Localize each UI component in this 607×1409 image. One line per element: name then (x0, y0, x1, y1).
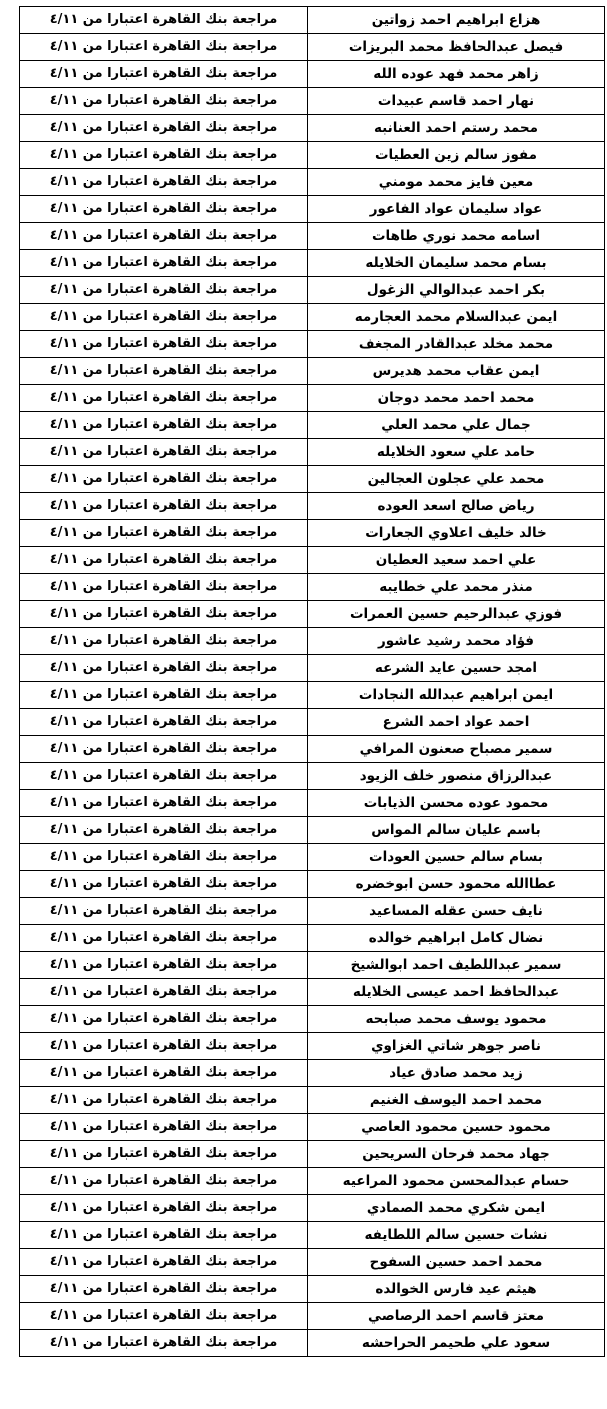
review-note-cell: مراجعة بنك القاهرة اعتبارا من ٤/١١ (20, 601, 308, 628)
table-row (20, 817, 605, 844)
table-row (20, 1276, 605, 1303)
person-name-cell: جمال علي محمد العلي (308, 412, 605, 439)
table-row (20, 250, 605, 277)
person-name-cell: زاهر محمد فهد عوده الله (308, 61, 605, 88)
person-name-cell: فؤاد محمد رشيد عاشور (308, 628, 605, 655)
person-name-cell: محمد علي عجلون العجالين (308, 466, 605, 493)
review-note-cell: مراجعة بنك القاهرة اعتبارا من ٤/١١ (20, 682, 308, 709)
table-row (20, 763, 605, 790)
table-row (20, 1033, 605, 1060)
review-note-cell: مراجعة بنك القاهرة اعتبارا من ٤/١١ (20, 466, 308, 493)
table-row (20, 844, 605, 871)
review-note-cell: مراجعة بنك القاهرة اعتبارا من ٤/١١ (20, 655, 308, 682)
review-note-cell: مراجعة بنك القاهرة اعتبارا من ٤/١١ (20, 1276, 308, 1303)
person-name-cell: نهار احمد قاسم عبيدات (308, 88, 605, 115)
review-note-cell: مراجعة بنك القاهرة اعتبارا من ٤/١١ (20, 520, 308, 547)
table-row (20, 223, 605, 250)
review-note-cell: مراجعة بنك القاهرة اعتبارا من ٤/١١ (20, 1195, 308, 1222)
person-name-cell: محمود عوده محسن الذيابات (308, 790, 605, 817)
review-note-cell: مراجعة بنك القاهرة اعتبارا من ٤/١١ (20, 844, 308, 871)
names-table (19, 6, 605, 1357)
review-note-cell: مراجعة بنك القاهرة اعتبارا من ٤/١١ (20, 1141, 308, 1168)
review-note-cell: مراجعة بنك القاهرة اعتبارا من ٤/١١ (20, 1006, 308, 1033)
person-name-cell: بسام محمد سليمان الخلايله (308, 250, 605, 277)
review-note-cell: مراجعة بنك القاهرة اعتبارا من ٤/١١ (20, 871, 308, 898)
person-name-cell: زيد محمد صادق عياد (308, 1060, 605, 1087)
person-name-cell: محمد احمد محمد دوجان (308, 385, 605, 412)
person-name-cell: نضال كامل ابراهيم خوالده (308, 925, 605, 952)
person-name-cell: منذر محمد علي خطايبه (308, 574, 605, 601)
person-name-cell: معتز قاسم احمد الرصاصي (308, 1303, 605, 1330)
person-name-cell: ايمن عبدالسلام محمد العجارمه (308, 304, 605, 331)
review-note-cell: مراجعة بنك القاهرة اعتبارا من ٤/١١ (20, 1114, 308, 1141)
table-row (20, 520, 605, 547)
person-name-cell: هزاع ابراهيم احمد زواتين (308, 7, 605, 34)
table-row (20, 790, 605, 817)
table-row (20, 1006, 605, 1033)
review-note-cell: مراجعة بنك القاهرة اعتبارا من ٤/١١ (20, 223, 308, 250)
review-note-cell: مراجعة بنك القاهرة اعتبارا من ٤/١١ (20, 358, 308, 385)
person-name-cell: ناصر جوهر شاتي الغزاوي (308, 1033, 605, 1060)
person-name-cell: عواد سليمان عواد الفاعور (308, 196, 605, 223)
person-name-cell: باسم عليان سالم المواس (308, 817, 605, 844)
table-row (20, 655, 605, 682)
review-note-cell: مراجعة بنك القاهرة اعتبارا من ٤/١١ (20, 952, 308, 979)
person-name-cell: فوزي عبدالرحيم حسين العمرات (308, 601, 605, 628)
names-table-body (20, 7, 605, 1357)
table-row (20, 925, 605, 952)
person-name-cell: هيثم عيد فارس الخوالده (308, 1276, 605, 1303)
review-note-cell: مراجعة بنك القاهرة اعتبارا من ٤/١١ (20, 1033, 308, 1060)
person-name-cell: اسامه محمد نوري طاهات (308, 223, 605, 250)
table-row (20, 493, 605, 520)
table-row (20, 439, 605, 466)
table-row (20, 115, 605, 142)
person-name-cell: حامد علي سعود الخلايله (308, 439, 605, 466)
review-note-cell: مراجعة بنك القاهرة اعتبارا من ٤/١١ (20, 736, 308, 763)
review-note-cell: مراجعة بنك القاهرة اعتبارا من ٤/١١ (20, 7, 308, 34)
table-row (20, 574, 605, 601)
person-name-cell: ايمن ابراهيم عبدالله النجادات (308, 682, 605, 709)
person-name-cell: ايمن شكري محمد الصمادي (308, 1195, 605, 1222)
table-row (20, 709, 605, 736)
review-note-cell: مراجعة بنك القاهرة اعتبارا من ٤/١١ (20, 385, 308, 412)
person-name-cell: محمود يوسف محمد صبابحه (308, 1006, 605, 1033)
person-name-cell: محمود حسين محمود العاصي (308, 1114, 605, 1141)
table-row (20, 34, 605, 61)
table-row (20, 142, 605, 169)
review-note-cell: مراجعة بنك القاهرة اعتبارا من ٤/١١ (20, 1060, 308, 1087)
review-note-cell: مراجعة بنك القاهرة اعتبارا من ٤/١١ (20, 1249, 308, 1276)
table-row (20, 1195, 605, 1222)
review-note-cell: مراجعة بنك القاهرة اعتبارا من ٤/١١ (20, 763, 308, 790)
review-note-cell: مراجعة بنك القاهرة اعتبارا من ٤/١١ (20, 142, 308, 169)
review-note-cell: مراجعة بنك القاهرة اعتبارا من ٤/١١ (20, 34, 308, 61)
person-name-cell: حسام عبدالمحسن محمود المراعيه (308, 1168, 605, 1195)
table-row (20, 7, 605, 34)
review-note-cell: مراجعة بنك القاهرة اعتبارا من ٤/١١ (20, 1222, 308, 1249)
table-row (20, 1303, 605, 1330)
review-note-cell: مراجعة بنك القاهرة اعتبارا من ٤/١١ (20, 61, 308, 88)
review-note-cell: مراجعة بنك القاهرة اعتبارا من ٤/١١ (20, 790, 308, 817)
person-name-cell: احمد عواد احمد الشرع (308, 709, 605, 736)
table-row (20, 331, 605, 358)
table-row (20, 979, 605, 1006)
table-row (20, 385, 605, 412)
person-name-cell: عبدالرزاق منصور خلف الزيود (308, 763, 605, 790)
review-note-cell: مراجعة بنك القاهرة اعتبارا من ٤/١١ (20, 574, 308, 601)
person-name-cell: بكر احمد عبدالوالي الزغول (308, 277, 605, 304)
person-name-cell: مفوز سالم زين العطيات (308, 142, 605, 169)
review-note-cell: مراجعة بنك القاهرة اعتبارا من ٤/١١ (20, 88, 308, 115)
person-name-cell: عبدالحافظ احمد عيسى الخلايله (308, 979, 605, 1006)
table-row (20, 277, 605, 304)
person-name-cell: سعود علي طحيمر الحراحشه (308, 1330, 605, 1357)
review-note-cell: مراجعة بنك القاهرة اعتبارا من ٤/١١ (20, 817, 308, 844)
review-note-cell: مراجعة بنك القاهرة اعتبارا من ٤/١١ (20, 115, 308, 142)
table-row (20, 196, 605, 223)
person-name-cell: عطاالله محمود حسن ابوخضره (308, 871, 605, 898)
review-note-cell: مراجعة بنك القاهرة اعتبارا من ٤/١١ (20, 1168, 308, 1195)
person-name-cell: ايمن عقاب محمد هديرس (308, 358, 605, 385)
review-note-cell: مراجعة بنك القاهرة اعتبارا من ٤/١١ (20, 250, 308, 277)
table-row (20, 601, 605, 628)
table-row (20, 898, 605, 925)
review-note-cell: مراجعة بنك القاهرة اعتبارا من ٤/١١ (20, 412, 308, 439)
person-name-cell: خالد خليف اعلاوي الجعارات (308, 520, 605, 547)
table-row (20, 169, 605, 196)
table-row (20, 61, 605, 88)
table-row (20, 466, 605, 493)
person-name-cell: جهاد محمد فرحان السريحين (308, 1141, 605, 1168)
table-row (20, 952, 605, 979)
table-row (20, 412, 605, 439)
review-note-cell: مراجعة بنك القاهرة اعتبارا من ٤/١١ (20, 1303, 308, 1330)
person-name-cell: محمد احمد حسين السفوح (308, 1249, 605, 1276)
person-name-cell: امجد حسين عايد الشرعه (308, 655, 605, 682)
table-row (20, 682, 605, 709)
person-name-cell: سمير مصباح صعنون المرافي (308, 736, 605, 763)
table-row (20, 88, 605, 115)
review-note-cell: مراجعة بنك القاهرة اعتبارا من ٤/١١ (20, 547, 308, 574)
table-row (20, 1249, 605, 1276)
table-row (20, 628, 605, 655)
table-row (20, 736, 605, 763)
person-name-cell: رياض صالح اسعد العوده (308, 493, 605, 520)
table-row (20, 1330, 605, 1357)
person-name-cell: فيصل عبدالحافظ محمد البريزات (308, 34, 605, 61)
review-note-cell: مراجعة بنك القاهرة اعتبارا من ٤/١١ (20, 1087, 308, 1114)
review-note-cell: مراجعة بنك القاهرة اعتبارا من ٤/١١ (20, 925, 308, 952)
table-row (20, 1087, 605, 1114)
person-name-cell: نشات حسين سالم اللطايفه (308, 1222, 605, 1249)
person-name-cell: محمد مخلد عبدالقادر المجغف (308, 331, 605, 358)
person-name-cell: علي احمد سعيد العطيان (308, 547, 605, 574)
table-row (20, 1141, 605, 1168)
person-name-cell: محمد رستم احمد العنانبه (308, 115, 605, 142)
review-note-cell: مراجعة بنك القاهرة اعتبارا من ٤/١١ (20, 331, 308, 358)
review-note-cell: مراجعة بنك القاهرة اعتبارا من ٤/١١ (20, 196, 308, 223)
review-note-cell: مراجعة بنك القاهرة اعتبارا من ٤/١١ (20, 1330, 308, 1357)
review-note-cell: مراجعة بنك القاهرة اعتبارا من ٤/١١ (20, 709, 308, 736)
review-note-cell: مراجعة بنك القاهرة اعتبارا من ٤/١١ (20, 439, 308, 466)
table-row (20, 1060, 605, 1087)
review-note-cell: مراجعة بنك القاهرة اعتبارا من ٤/١١ (20, 169, 308, 196)
review-note-cell: مراجعة بنك القاهرة اعتبارا من ٤/١١ (20, 304, 308, 331)
table-row (20, 304, 605, 331)
table-row (20, 358, 605, 385)
review-note-cell: مراجعة بنك القاهرة اعتبارا من ٤/١١ (20, 493, 308, 520)
review-note-cell: مراجعة بنك القاهرة اعتبارا من ٤/١١ (20, 277, 308, 304)
table-row (20, 1222, 605, 1249)
table-row (20, 1168, 605, 1195)
person-name-cell: نايف حسن عقله المساعيد (308, 898, 605, 925)
person-name-cell: بسام سالم حسين العودات (308, 844, 605, 871)
person-name-cell: سمير عبداللطيف احمد ابوالشيخ (308, 952, 605, 979)
review-note-cell: مراجعة بنك القاهرة اعتبارا من ٤/١١ (20, 898, 308, 925)
table-row (20, 871, 605, 898)
review-note-cell: مراجعة بنك القاهرة اعتبارا من ٤/١١ (20, 979, 308, 1006)
table-row (20, 1114, 605, 1141)
person-name-cell: محمد احمد اليوسف الغنيم (308, 1087, 605, 1114)
table-row (20, 547, 605, 574)
review-note-cell: مراجعة بنك القاهرة اعتبارا من ٤/١١ (20, 628, 308, 655)
person-name-cell: معين فايز محمد مومني (308, 169, 605, 196)
